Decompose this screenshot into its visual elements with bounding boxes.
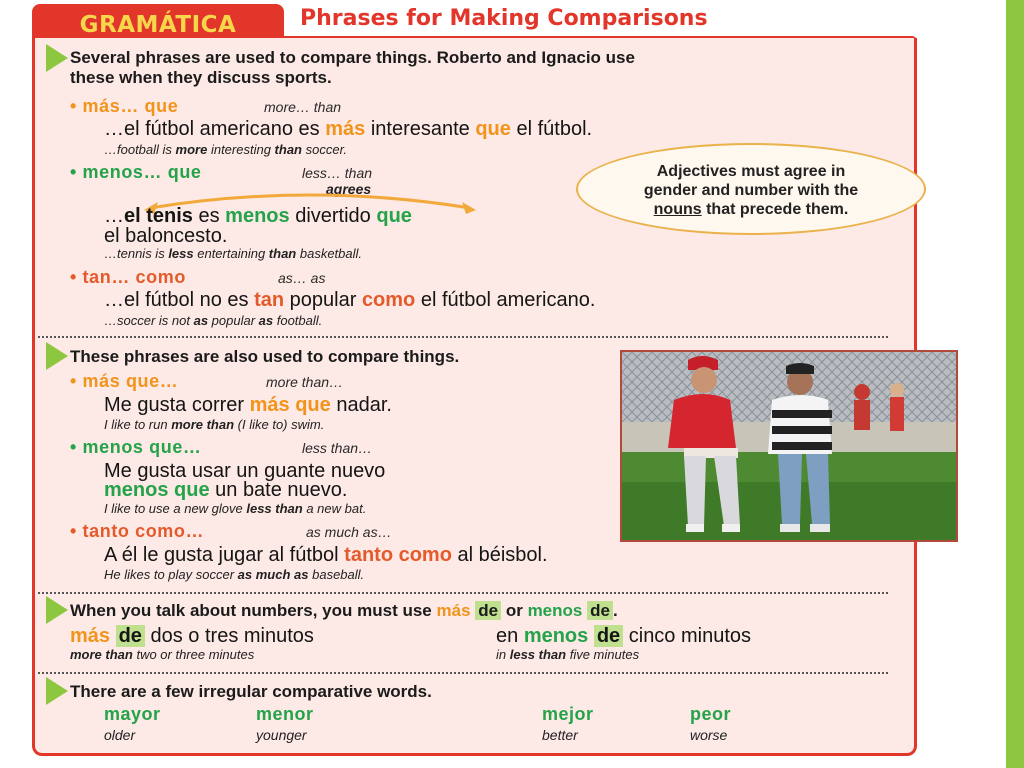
ex-highlight: que — [475, 118, 511, 140]
example-spanish-cont — [104, 479, 347, 502]
tr-text: interesting — [207, 142, 275, 157]
example-spanish-cont: el baloncesto. — [104, 225, 228, 247]
agreement-note-text — [594, 162, 908, 219]
ex-text — [588, 625, 594, 647]
example-english — [104, 142, 347, 157]
ex-text — [110, 625, 116, 647]
bullet: • — [70, 162, 77, 182]
bullet: • — [70, 267, 77, 287]
rule-mas-que-2 — [70, 371, 178, 392]
rule-term: más que… — [82, 371, 179, 391]
ex-text: en — [496, 625, 524, 647]
ex-bold: el tenis — [124, 205, 193, 227]
tr-highlight: more — [175, 142, 208, 157]
tr-text: popular — [208, 313, 259, 328]
bullet: • — [70, 437, 77, 457]
rule-term: tanto como… — [82, 521, 205, 541]
ex-text: nadar. — [330, 394, 392, 416]
irregular-gloss: younger — [256, 727, 307, 743]
tr-highlight: less than — [509, 647, 567, 662]
ex-text: cinco minutos — [623, 625, 752, 647]
example-english — [104, 501, 366, 516]
ex-text: al béisbol. — [451, 544, 548, 566]
ex-highlight: que — [376, 205, 412, 227]
numbers-example-left — [70, 625, 314, 648]
tr-text: in — [496, 647, 510, 662]
ex-text: …el fútbol no es — [104, 289, 255, 311]
tr-text: basketball. — [296, 246, 363, 261]
tr-text: entertaining — [193, 246, 269, 261]
numbers-example-right — [496, 625, 751, 648]
tr-highlight: more than — [70, 647, 133, 662]
ex-highlight: más que — [249, 394, 331, 416]
bullet: • — [70, 521, 77, 541]
intro-highlight: más — [436, 601, 471, 620]
ex-highlight: como — [361, 289, 416, 311]
tr-text: baseball. — [308, 567, 365, 582]
ex-text: Me gusta correr — [104, 394, 250, 416]
rule-gloss: less… than — [302, 165, 373, 181]
example-spanish — [104, 118, 592, 141]
tr-text: I like to run — [104, 417, 172, 432]
tr-highlight: as — [258, 313, 274, 328]
rule-gloss: more… than — [264, 99, 342, 115]
note-line: Adjectives must agree in — [656, 163, 846, 180]
rule-term: más… que — [82, 96, 179, 116]
tr-text: soccer. — [302, 142, 348, 157]
rule-gloss: less than… — [302, 440, 373, 456]
irregular-word: mejor — [542, 704, 594, 724]
rule-mas-que — [70, 96, 178, 117]
rule-term: menos que… — [82, 437, 202, 457]
ex-text: un bate nuevo. — [209, 479, 348, 501]
ex-highlight: menos que — [104, 479, 210, 501]
ex-text: el fútbol americano. — [415, 289, 596, 311]
irregular-word: peor — [690, 704, 732, 724]
section-arrow-icon — [46, 342, 68, 370]
tr-text: five minutes — [566, 647, 640, 662]
section-divider — [38, 672, 888, 674]
example-spanish — [104, 289, 595, 312]
tr-highlight: as — [193, 313, 209, 328]
numbers-translation-left — [70, 647, 254, 662]
intro-highlight: de — [475, 601, 501, 620]
agrees-label: agrees — [326, 181, 372, 197]
section2-intro: These phrases are also used to compare things. — [70, 347, 460, 366]
tr-highlight: more than — [171, 417, 235, 432]
rule-tan-como — [70, 267, 186, 288]
note-line — [594, 200, 908, 219]
example-english — [104, 246, 362, 261]
intro-highlight: de — [587, 601, 613, 620]
tr-text: …tennis is — [104, 246, 169, 261]
tr-text: two or three minutes — [132, 647, 255, 662]
intro-text: . — [612, 601, 618, 620]
tr-text: …soccer is not — [104, 313, 194, 328]
section-arrow-icon — [46, 677, 68, 705]
ex-text: interesante — [365, 118, 476, 140]
bullet: • — [70, 96, 77, 116]
tr-highlight: less — [168, 246, 194, 261]
section-divider — [38, 336, 888, 338]
example-english — [104, 313, 322, 328]
ex-highlight: más — [70, 625, 111, 647]
example-spanish: Me gusta usar un guante nuevo — [104, 460, 386, 482]
tr-highlight: less than — [246, 501, 303, 516]
example-spanish — [104, 394, 392, 417]
ex-highlight: más — [325, 118, 366, 140]
rule-term: tan… como — [82, 267, 186, 287]
tr-text: …football is — [104, 142, 176, 157]
section-divider — [38, 592, 888, 594]
example-english — [104, 567, 364, 582]
rule-term: menos… que — [82, 162, 202, 182]
section3-intro — [70, 601, 618, 621]
section1-intro-line1: Several phrases are used to compare things. Roberto and Ignacio use — [70, 48, 635, 67]
tr-text: I like to use a new glove — [104, 501, 247, 516]
ex-highlight: menos — [523, 625, 589, 647]
intro-text: When you talk about numbers, you must use — [70, 601, 437, 620]
example-spanish — [104, 544, 548, 567]
ex-highlight: menos — [225, 205, 290, 227]
rule-gloss: as much as… — [306, 524, 392, 540]
rule-tanto-como — [70, 521, 204, 542]
ex-text: A él le gusta jugar al fútbol — [104, 544, 345, 566]
tr-text: football. — [273, 313, 323, 328]
tr-highlight: as much as — [237, 567, 309, 582]
baseball-players-photo — [620, 350, 958, 542]
ex-text: dos o tres minutos — [144, 625, 314, 647]
numbers-translation-right — [496, 647, 639, 662]
ex-text: popular — [284, 289, 362, 311]
ex-text: … — [104, 205, 124, 227]
note-emphasis: nouns — [653, 201, 702, 218]
rule-menos-que-2 — [70, 437, 202, 458]
ex-text: el fútbol. — [510, 118, 593, 140]
green-edge-strip — [1006, 0, 1024, 768]
intro-highlight: menos — [527, 601, 583, 620]
ex-text: divertido — [289, 205, 377, 227]
irregular-gloss: older — [104, 727, 136, 743]
header-tab-label: GRAMÁTICA — [79, 12, 237, 38]
example-english — [104, 417, 324, 432]
section-arrow-icon — [46, 596, 68, 624]
bullet: • — [70, 371, 77, 391]
ex-highlight: tan — [254, 289, 285, 311]
rule-gloss: more than… — [266, 374, 344, 390]
ex-text: …el fútbol americano es — [104, 118, 326, 140]
tr-text: a new bat. — [302, 501, 367, 516]
intro-text: or — [501, 601, 528, 620]
section1-intro-line2: these when they discuss sports. — [70, 68, 332, 87]
irregular-word: menor — [256, 704, 314, 724]
ex-highlight: de — [594, 625, 623, 647]
irregular-gloss: worse — [690, 727, 728, 743]
note-text: that precede them. — [701, 201, 849, 218]
tr-highlight: than — [268, 246, 297, 261]
irregular-gloss: better — [542, 727, 578, 743]
ex-highlight: tanto como — [344, 544, 452, 566]
rule-gloss: as… as — [278, 270, 326, 286]
irregular-word: mayor — [104, 704, 161, 724]
rule-menos-que — [70, 162, 202, 183]
ex-highlight: de — [116, 625, 145, 647]
tr-text: (I like to) swim. — [234, 417, 325, 432]
tr-highlight: than — [274, 142, 302, 157]
section-arrow-icon — [46, 44, 68, 72]
page-title: Phrases for Making Comparisons — [300, 6, 708, 31]
note-line: gender and number with the — [643, 182, 859, 199]
ex-text: es — [192, 205, 226, 227]
tr-text: He likes to play soccer — [104, 567, 238, 582]
section4-intro: There are a few irregular comparative words. — [70, 682, 432, 701]
